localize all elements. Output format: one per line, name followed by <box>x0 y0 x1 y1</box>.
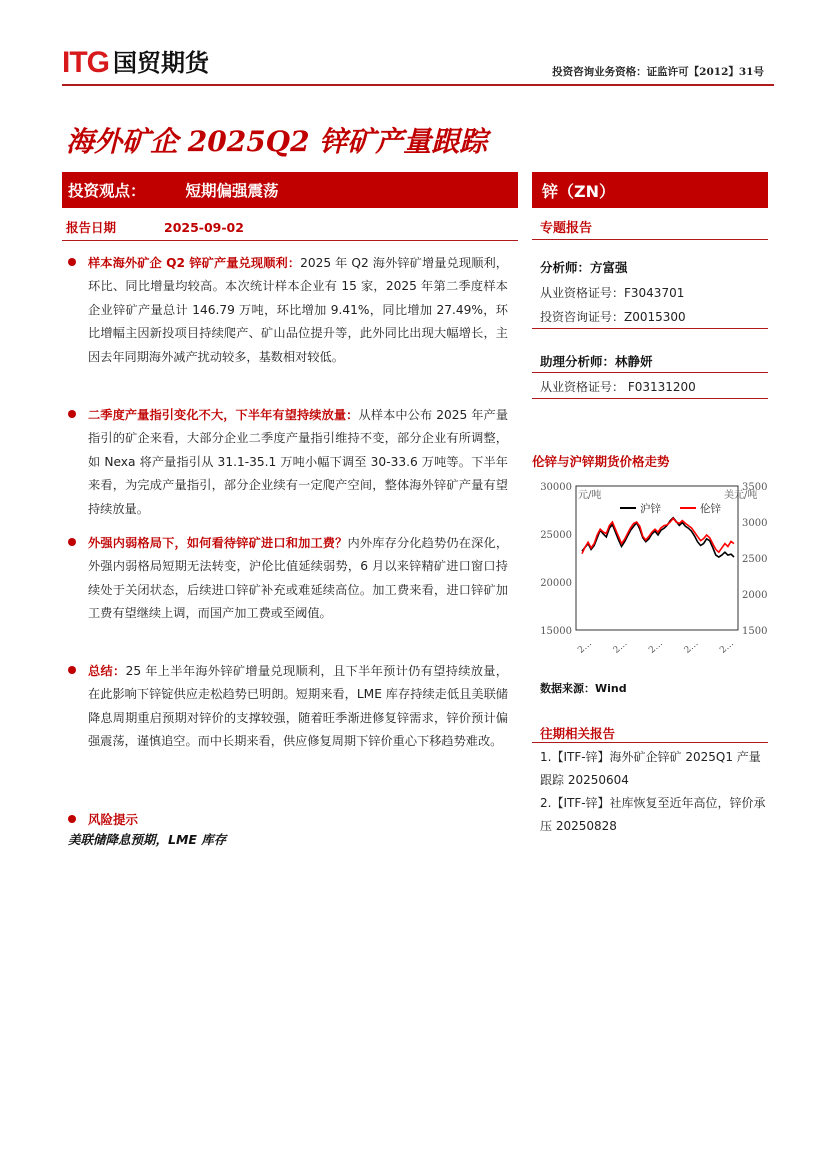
series-line-shzn <box>582 518 734 557</box>
bullet-text: 内外库存分化趋势仍在深化，外强内弱格局短期无法转变，沪伦比值延续弱势，6 月以来锌精矿进口窗口持续处于关闭状态，后续进口锌矿补充或难延续高位。加工费来看，进口锌矿加工费有望继续上调，而国产加工费或至阈值。 <box>88 536 509 621</box>
bullet-text: 从样本中公布 2025 年产量指引的矿企来看，大部分企业二季度产量指引维持不变，部分企业有所调整，如 Nexa 将产量指引从 31.1-35.1 万吨小幅下调至 30-33.6 万吨等。下半年来看，为完成产量指引，部分企业续有一定爬产空间，整体海外锌矿产量有望持续放量。 <box>88 408 509 516</box>
analyst-cert-2: 投资咨询证号：Z0015300 <box>540 310 686 324</box>
assistant-divider <box>532 372 768 373</box>
report-date-label: 报告日期 <box>66 220 117 235</box>
past-report-item[interactable]: 1.【ITF-锌】海外矿企锌矿 2025Q1 产量跟踪 20250604 <box>540 750 761 787</box>
bullet-highlight: 二季度产量指引变化不大，下半年有望持续放量： <box>88 408 359 422</box>
past-reports-list <box>540 746 766 838</box>
past-reports-divider <box>532 742 768 743</box>
assistant-divider-bottom <box>532 398 768 399</box>
assistant-analyst-name: 助理分析师：林静妍 <box>540 354 653 369</box>
risk-text: 美联储降息预期，LME 库存 <box>68 832 227 847</box>
bullet-dot <box>68 410 76 418</box>
bullet-dot <box>68 666 76 674</box>
y-left-tick-label: 25000 <box>540 530 572 541</box>
risk-title <box>68 810 138 828</box>
y-right-tick-label: 3000 <box>742 518 768 529</box>
y-right-tick-label: 3500 <box>742 482 768 493</box>
past-report-item[interactable]: 2.【ITF-锌】社库恢复至近年高位，锌价承压 20250828 <box>540 796 766 833</box>
risk-title-text: 风险提示 <box>88 812 139 827</box>
license-text: 投资咨询业务资格：证监许可【2012】31号 <box>552 66 764 78</box>
report-title: 海外矿企 2025Q2 锌矿产量跟踪 <box>66 125 488 158</box>
commodity-bar: 锌（ZN） <box>532 172 768 208</box>
bullet-text: 25 年上半年海外锌矿增量兑现顺利，且下半年预计仍有望持续放量，在此影响下锌锭供应走松趋势已明朗。短期来看，LME 库存持续走低且美联储降息周期重启预期对锌价的支撑较强，随着旺季渐进修复锌需求，锌价预计偏强震荡，谨慎追空。而中长期来看，供应修复周期下锌价重心下移趋势难改。 <box>88 664 508 749</box>
price-chart-svg <box>532 472 768 672</box>
investment-view-value: 短期偏强震荡 <box>185 182 279 200</box>
investment-view-label: 投资观点： <box>68 182 146 200</box>
bullet-highlight: 总结： <box>88 664 126 678</box>
y-left-tick-label: 30000 <box>540 482 572 493</box>
logo-company-name: 国贸期货 <box>113 49 209 77</box>
legend-label: 沪锌 <box>640 503 661 515</box>
y-right-tick-label: 2000 <box>742 590 768 601</box>
x-tick-label: 2… <box>682 638 701 656</box>
assistant-cert: 从业资格证号： F03131200 <box>540 380 696 394</box>
analyst-divider <box>532 328 768 329</box>
investment-view-bar <box>62 172 518 208</box>
analyst-cert-1: 从业资格证号：F3043701 <box>540 286 685 300</box>
y-left-tick-label: 15000 <box>540 626 572 637</box>
y-left-unit: 元/吨 <box>578 490 602 501</box>
bullet-highlight: 样本海外矿企 Q2 锌矿产量兑现顺利： <box>88 256 301 270</box>
bullet-dot <box>68 538 76 546</box>
y-right-tick-label: 1500 <box>742 626 768 637</box>
bullet-dot <box>68 258 76 266</box>
bullet-highlight: 外强内弱格局下，如何看待锌矿进口和加工费？ <box>88 536 348 550</box>
price-chart <box>532 472 768 672</box>
past-reports-title: 往期相关报告 <box>540 726 616 741</box>
y-right-unit: 美元/吨 <box>724 490 758 501</box>
report-date-row <box>62 214 518 241</box>
y-left-tick-label: 20000 <box>540 578 572 589</box>
report-date-value: 2025-09-02 <box>164 219 244 235</box>
chart-title: 伦锌与沪锌期货价格走势 <box>532 454 670 469</box>
data-source: 数据来源：Wind <box>540 682 627 695</box>
analyst-name: 分析师：方富强 <box>540 260 628 275</box>
logo-itg: ITG <box>62 46 109 79</box>
bullet-item <box>68 660 508 754</box>
x-tick-label: 2… <box>718 638 736 656</box>
x-tick-label: 2… <box>611 638 630 656</box>
header-divider <box>62 84 774 86</box>
report-type: 专题报告 <box>532 214 768 240</box>
x-tick-label: 2… <box>647 638 665 656</box>
bullet-item <box>68 252 508 369</box>
bullet-text: 2025 年 Q2 海外锌矿增量兑现顺利，环比、同比增量均较高。本次统计样本企业有 15 家，2025 年第二季度样本企业锌矿产量总计 146.79 万吨，环比增加 9.41%，同比增加 27.49%，环比增幅主因新投项目持续爬产、矿山品位提升等，此外同比出现大幅增长，主因去年同期海外减产扰动较多，基数相对较低。 <box>88 256 508 364</box>
x-tick-label: 2… <box>576 638 594 656</box>
bullet-item <box>68 404 508 521</box>
y-right-tick-label: 2500 <box>742 554 768 565</box>
bullet-dot <box>68 815 76 823</box>
company-logo <box>62 46 209 80</box>
legend-label: 伦锌 <box>700 503 721 515</box>
bullet-item <box>68 532 508 626</box>
